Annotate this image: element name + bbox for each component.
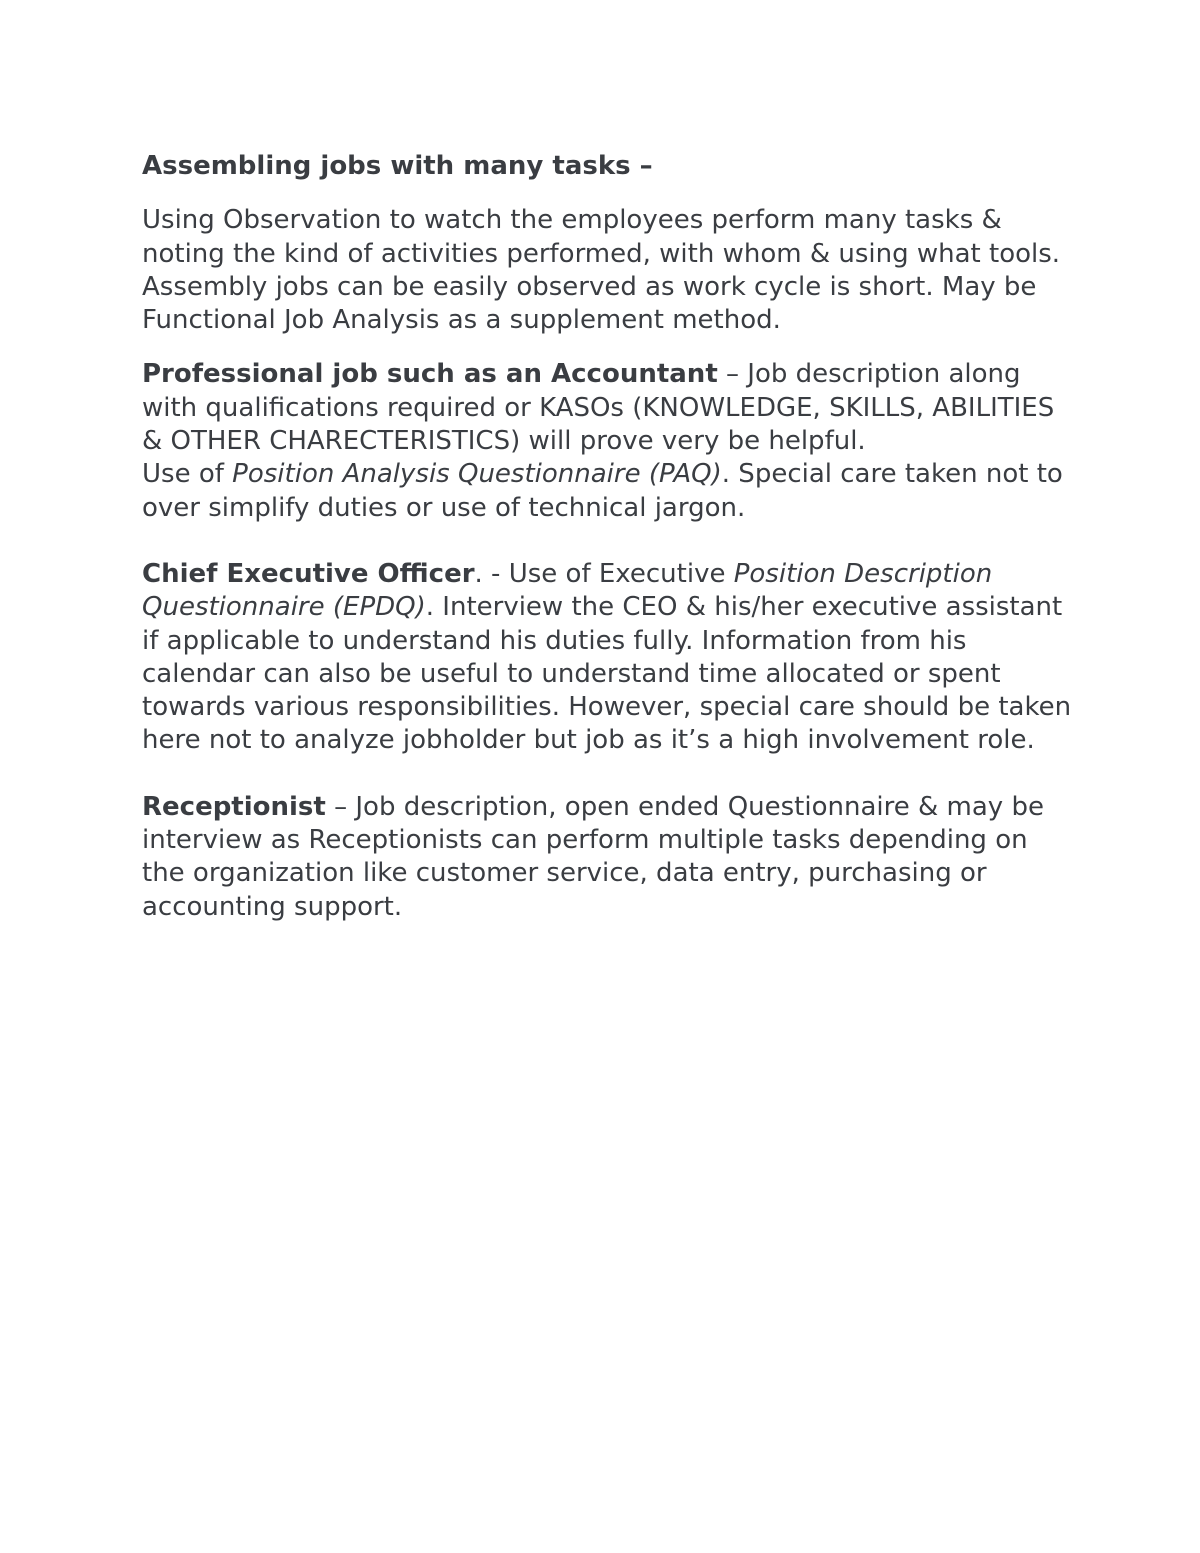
section-heading-assembling: Assembling jobs with many tasks – [142,151,653,181]
document-body [142,150,1072,924]
ceo-suffix: . Interview the CEO & his/her executive assistant if applicable to understand his duties fully. Information from his calendar can also be useful to understand time allocated or spent towards various responsibilities. However, special care should be taken here not to analyze jobholder but job as it’s a high involvement role. [142,592,1072,756]
paq-prefix: Use of [142,459,233,490]
paq-italic: Position Analysis Questionnaire (PAQ) [232,459,722,490]
accountant-paragraph [142,358,1072,458]
assembling-paragraph: Using Observation to watch the employees perform many tasks & noting the kind of activities performed, with whom & using what tools. Assembly jobs can be easily observed as work cycle is short. May be Functional Job Analysis as a supplement method. [142,205,1061,336]
ceo-prefix: . - Use of Executive [474,558,734,589]
receptionist-paragraph [142,791,1072,924]
receptionist-title: Receptionist [142,791,326,822]
paq-suffix: . Special care taken not to over simplify duties or use of technical jargon. [142,459,1063,523]
accountant-text: – Job description along with qualifications required or KASOs (KNOWLEDGE, SKILLS, ABILITIES & OTHER CHARECTERISTICS) will prove very be helpful. [142,359,1055,457]
ceo-italic: Position Description Questionnaire (EPDQ) [142,558,993,623]
accountant-paq-paragraph [142,458,1072,525]
accountant-title: Professional job such as an Accountant [142,359,718,390]
ceo-paragraph [142,558,1072,758]
receptionist-text: – Job description, open ended Questionnaire & may be interview as Receptionists can perform multiple tasks depending on the organization like customer service, data entry, purchasing or accounting support. [142,791,1044,922]
ceo-title: Chief Executive Officer [142,558,475,589]
